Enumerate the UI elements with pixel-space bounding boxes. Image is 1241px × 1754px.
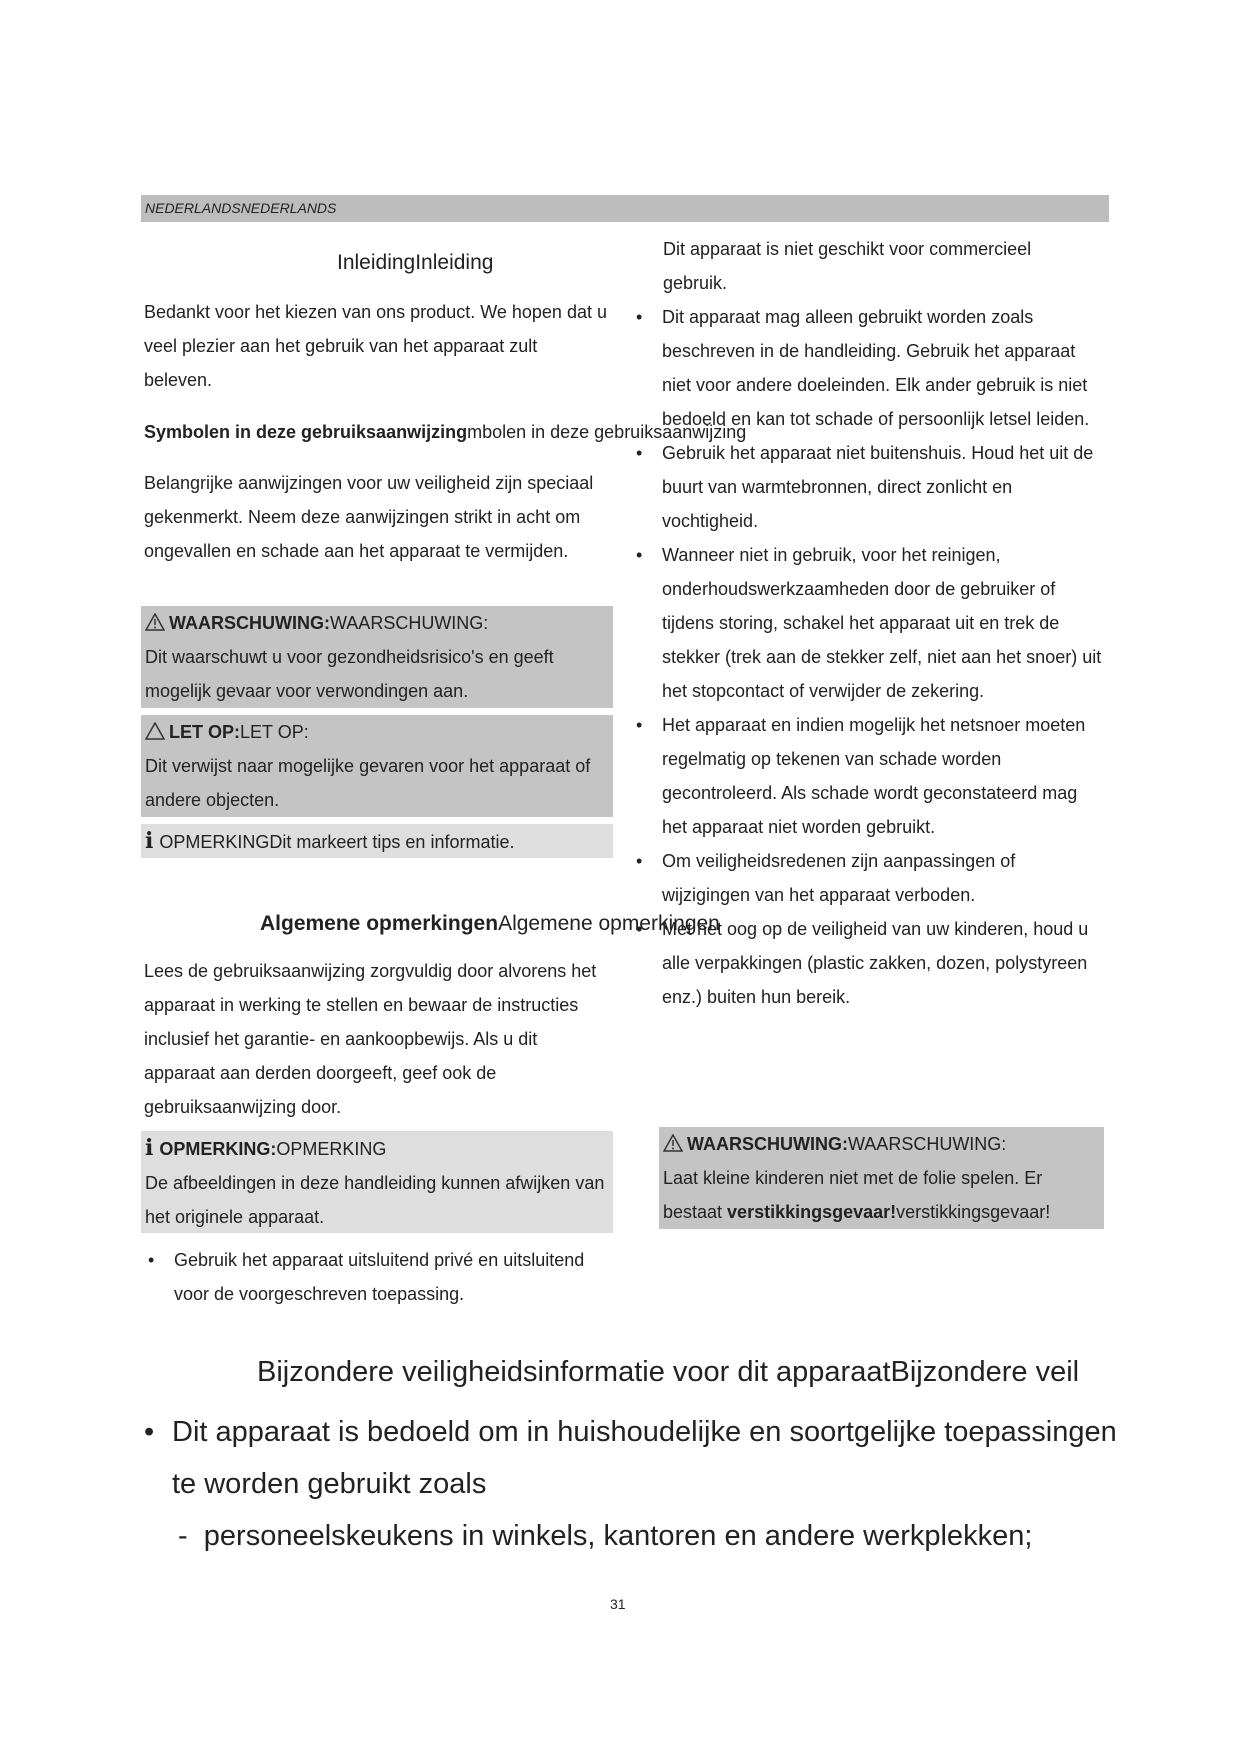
left-bullet-list (144, 1243, 610, 1311)
info-icon: i (145, 828, 154, 854)
warning-triangle-icon (145, 613, 165, 631)
warning-title-rest: WAARSCHUWING: (329, 613, 489, 633)
warning-box (141, 606, 613, 708)
page-number: 31 (610, 1596, 626, 1612)
caution-triangle-icon (145, 722, 165, 740)
symbols-text: Belangrijke aanwijzingen voor uw veiligheid zijn speciaal gekenmerkt. Neem deze aanwijzingen strikt in acht om ongevallen en schade aan het apparaat te vermijden. (144, 473, 594, 561)
caution-title-bold: LET OP: (169, 722, 240, 742)
list-item: • Gebruik het apparaat niet buitenshuis. Houd het uit de buurt van warmtebronnen, direct zonlicht en vochtigheid. (632, 436, 1107, 538)
general-heading-rest: Algemene opmerkingen (498, 912, 720, 935)
intro-text: Bedankt voor het kiezen van ons product. We hopen dat u veel plezier aan het gebruik van het apparaat zult beleven. (144, 302, 607, 390)
caution-box (141, 715, 613, 817)
note-box-2-text: De afbeeldingen in deze handleiding kunnen afwijken van het originele apparaat. (145, 1173, 605, 1227)
list-item: • Gebruik het apparaat uitsluitend privé en uitsluitend voor de voorgeschreven toepassing. (144, 1243, 610, 1311)
special-bullet (144, 1406, 1117, 1510)
list-item: • Om veiligheidsredenen zijn aanpassingen of wijzigingen van het apparaat verboden. (632, 844, 1107, 912)
warning-box-title (141, 606, 613, 640)
symbols-heading-rest: mbolen in deze gebruiksaanwijzing (467, 422, 747, 442)
intro-title: InleidingInleiding (337, 251, 494, 274)
symbols-heading-bold: Symbolen in deze gebruiksaanwijzing (144, 422, 468, 442)
warning2-text-plain: Laat kleine kinderen niet met de folie spelen. Er bestaat (663, 1168, 1043, 1222)
language-header-bar (141, 195, 1109, 222)
special-bullet-line-2: te worden gebruikt zoals (172, 1468, 487, 1500)
warning-title-bold: WAARSCHUWING: (169, 613, 330, 633)
note-box-2-title (141, 1131, 613, 1166)
warning2-text-bold: verstikkingsgevaar! (727, 1202, 897, 1222)
caution-box-text: Dit verwijst naar mogelijke gevaren voor het apparaat of andere objecten. (145, 756, 591, 810)
general-heading-bold: Algemene opmerkingen (260, 912, 499, 935)
note-box (141, 824, 613, 858)
warning2-title-bold: WAARSCHUWING: (687, 1134, 848, 1154)
special-dash-item (178, 1510, 1032, 1562)
warning-box-2 (659, 1127, 1104, 1229)
info-icon: i (145, 1135, 154, 1161)
note-box-line (141, 824, 613, 859)
caution-title-rest: LET OP: (240, 722, 309, 742)
dash-glyph: - (178, 1520, 204, 1552)
bullet-dot-icon: • (144, 1416, 155, 1448)
warning-triangle-icon (663, 1134, 683, 1152)
list-item: • Wanneer niet in gebruik, voor het reinigen, onderhoudswerkzaamheden door de gebruiker of tijdens storing, schakel het apparaat uit en trek de stekker (trek aan de stekker zelf, niet aan het snoer) uit het stopcontact of verwijder de zekering. (632, 538, 1107, 708)
list-item: • Met het oog op de veiligheid van uw kinderen, houd u alle verpakkingen (plastic zakken, dozen, polystyreen enz.) buiten hun bereik. (632, 912, 1107, 1014)
special-bullet-line-1: Dit apparaat is bedoeld om in huishoudelijke en soortgelijke toepassingen (172, 1416, 1117, 1448)
general-text: Lees de gebruiksaanwijzing zorgvuldig door alvorens het apparaat in werking te stellen en bewaar de instructies inclusief het garantie- en aankoopbewijs. Als u dit apparaat aan derden doorgeeft, geef ook de gebruiksaanwijzing door. (144, 961, 597, 1117)
warning2-text-rest: verstikkingsgevaar! (896, 1202, 1051, 1222)
right-bullet-list (632, 300, 1107, 1014)
right-top-text: Dit apparaat is niet geschikt voor commercieel gebruik. (663, 239, 1032, 293)
note2-title-rest: OPMERKING (276, 1139, 387, 1159)
warning-box-2-title (659, 1127, 1104, 1161)
note-box-label: OPMERKINGDit markeert (159, 832, 368, 852)
warning2-title-rest: WAARSCHUWING: (847, 1134, 1007, 1154)
warning-box-2-text (659, 1161, 1104, 1229)
list-item: • Dit apparaat mag alleen gebruikt worden zoals beschreven in de handleiding. Gebruik het apparaat niet voor andere doeleinden. Elk ander gebruik is niet bedoeld en kan tot schade of persoonlijk letsel leiden. (632, 300, 1107, 436)
list-item: • Het apparaat en indien mogelijk het netsnoer moeten regelmatig op tekenen van schade worden gecontroleerd. Als schade wordt geconstateerd mag het apparaat niet worden gebruikt. (632, 708, 1107, 844)
special-dash-text: personeelskeukens in winkels, kantoren en andere werkplekken; (203, 1520, 1033, 1552)
note2-title-bold: OPMERKING: (159, 1139, 277, 1159)
note-box-text: tips en informatie. (372, 832, 515, 852)
caution-box-title (141, 715, 613, 749)
language-label: NEDERLANDSNEDERLANDS (145, 200, 337, 216)
warning-box-text: Dit waarschuwt u voor gezondheidsrisico's en geeft mogelijk gevaar voor verwondingen aan. (145, 647, 554, 701)
note-box-2 (141, 1131, 613, 1233)
special-safety-title: Bijzondere veiligheidsinformatie voor dit apparaatBijzondere veil (257, 1356, 1080, 1388)
